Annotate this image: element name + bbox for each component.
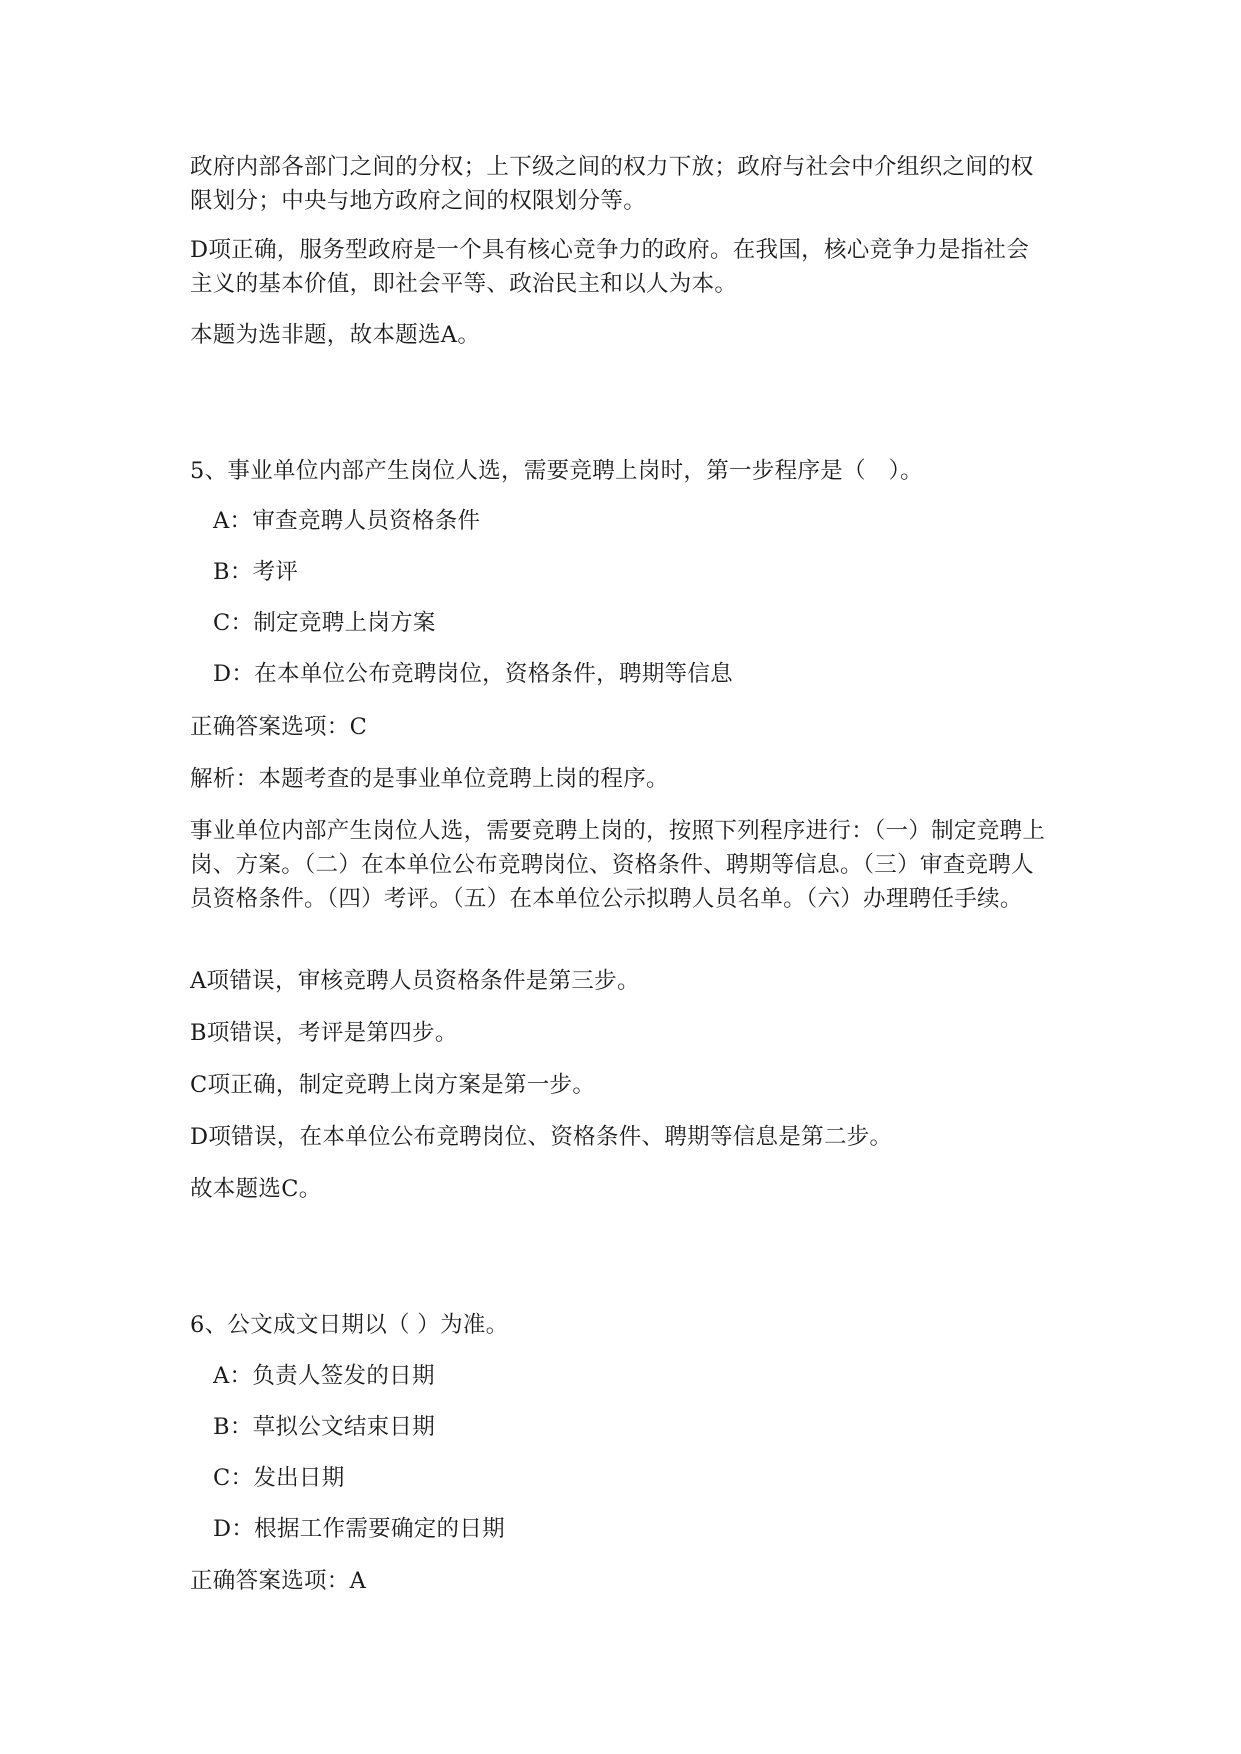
- question-5-option-a: A：审查竞聘人员资格条件: [213, 508, 481, 534]
- question-5-option-b: B：考评: [213, 559, 299, 585]
- question-5-title: 5、事业单位内部产生岗位人选，需要竞聘上岗时，第一步程序是（ ）。: [190, 458, 923, 484]
- question-5-option-c: C：制定竞聘上岗方案: [213, 610, 436, 636]
- question-5-explanation-c: C项正确，制定竞聘上岗方案是第一步。: [190, 1072, 596, 1098]
- question-5-analysis-body: 事业单位内部产生岗位人选，需要竞聘上岗的，按照下列程序进行：（一）制定竞聘上岗、方案。（二）在本单位公布竞聘岗位、资格条件、聘期等信息。（三）审查竞聘人员资格条件。（四）考评。（五）在本单位公示拟聘人员名单。（六）办理聘任手续。: [190, 818, 1046, 912]
- question-6-option-b: B：草拟公文结束日期: [213, 1414, 436, 1440]
- question-6-option-a: A：负责人签发的日期: [213, 1363, 435, 1389]
- question-5-explanation-a: A项错误，审核竞聘人员资格条件是第三步。: [190, 968, 640, 994]
- prev-explanation-paragraph: 政府内部各部门之间的分权；上下级之间的权力下放；政府与社会中介组织之间的权限划分；中央与地方政府之间的权限划分等。: [190, 154, 1034, 214]
- question-5-conclusion: 故本题选C。: [190, 1176, 322, 1202]
- prev-explanation-option-d: D项正确，服务型政府是一个具有核心竞争力的政府。在我国，核心竞争力是指社会主义的基本价值，即社会平等、政治民主和以人为本。: [190, 237, 1030, 297]
- question-5-option-d: D：在本单位公布竞聘岗位，资格条件，聘期等信息: [213, 661, 733, 687]
- question-5-answer: 正确答案选项：C: [190, 714, 368, 740]
- prev-conclusion: 本题为选非题，故本题选A。: [190, 322, 481, 348]
- question-5-explanation-d: D项错误，在本单位公布竞聘岗位、资格条件、聘期等信息是第二步。: [190, 1124, 893, 1150]
- question-6-title: 6、公文成文日期以（ ）为准。: [190, 1312, 509, 1338]
- question-6-option-d: D：根据工作需要确定的日期: [213, 1516, 505, 1542]
- question-5-explanation-b: B项错误，考评是第四步。: [190, 1020, 458, 1046]
- question-6-option-c: C：发出日期: [213, 1465, 345, 1491]
- question-5-analysis-intro: 解析：本题考查的是事业单位竞聘上岗的程序。: [190, 766, 669, 792]
- question-6-answer: 正确答案选项：A: [190, 1568, 367, 1594]
